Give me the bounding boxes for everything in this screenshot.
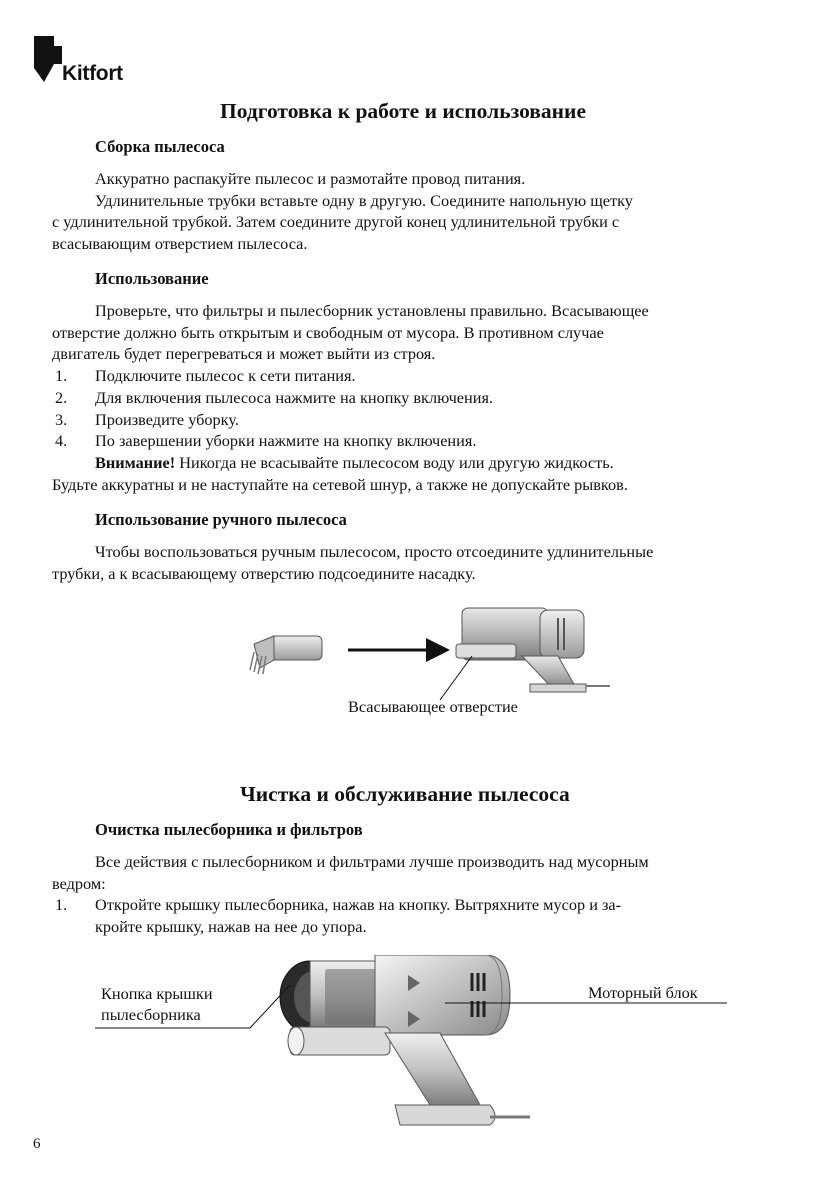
warning-text: Никогда не всасывайте пылесосом воду или другую жидкость. bbox=[175, 452, 614, 472]
text-line: Проверьте, что фильтры и пылесборник установлены правильно. Всасывающее bbox=[95, 301, 649, 320]
arrow-right-icon bbox=[348, 638, 450, 662]
list-text: Для включения пылесоса нажмите на кнопку включения. bbox=[95, 387, 494, 407]
label-line: пылесборника bbox=[101, 1005, 201, 1024]
list-number: 3. bbox=[55, 409, 68, 429]
heading-usage: Использование bbox=[95, 269, 209, 288]
list-item bbox=[52, 894, 649, 916]
list-text: Произведите уборку. bbox=[95, 409, 239, 429]
section-title-preparation: Подготовка к работе и использование bbox=[220, 99, 586, 123]
brand-logo bbox=[32, 34, 152, 90]
label-line: Кнопка крышки bbox=[101, 984, 213, 1003]
list-number: 1. bbox=[55, 366, 68, 386]
warning-label: Внимание! bbox=[95, 452, 176, 472]
warning-line bbox=[52, 452, 649, 474]
list-number: 2. bbox=[55, 387, 68, 407]
kitfort-k-shape-icon bbox=[32, 34, 62, 86]
figure-caption-suction-opening: Всасывающее отверстие bbox=[348, 697, 518, 716]
list-text: По завершении уборки нажмите на кнопку включения. bbox=[95, 431, 477, 451]
handheld-paragraph bbox=[52, 541, 653, 584]
list-item bbox=[52, 365, 649, 387]
text-line: Аккуратно распакуйте пылесос и размотайте провод питания. bbox=[95, 169, 526, 188]
list-item bbox=[52, 430, 649, 452]
page-number: 6 bbox=[33, 1136, 41, 1152]
heading-dust-container: Очистка пылесборника и фильтров bbox=[95, 820, 363, 839]
text-line: Все действия с пылесборником и фильтрами лучше производить над мусорным bbox=[95, 852, 649, 871]
label-motor-unit: Моторный блок bbox=[588, 983, 698, 1002]
list-text: Подключите пылесос к сети питания. bbox=[95, 366, 356, 386]
heading-assembly: Сборка пылесоса bbox=[95, 137, 225, 156]
cleaning-paragraph bbox=[52, 851, 649, 938]
list-item bbox=[52, 409, 649, 431]
text-line: Чтобы воспользоваться ручным пылесосом, просто отсоедините удлинительные bbox=[95, 542, 654, 561]
list-item bbox=[52, 387, 649, 409]
assembly-paragraph bbox=[52, 168, 633, 255]
text-line: кройте крышку, нажав на нее до упора. bbox=[95, 917, 367, 937]
text-line: Удлинительные трубки вставьте одну в другую. Соедините напольную щетку bbox=[95, 190, 633, 210]
text-line: ведром: bbox=[52, 873, 106, 893]
vacuum-body-icon bbox=[280, 955, 530, 1125]
text-line: трубки, а к всасывающему отверстию подсоедините насадку. bbox=[52, 563, 476, 583]
text-line: всасывающим отверстием пылесоса. bbox=[52, 234, 308, 254]
brush-nozzle-icon bbox=[250, 636, 322, 674]
label-lid-button bbox=[101, 983, 213, 1025]
heading-handheld: Использование ручного пылесоса bbox=[95, 510, 347, 529]
brand-name: Kitfort bbox=[62, 62, 123, 85]
section-title-cleaning: Чистка и обслуживание пылесоса bbox=[240, 782, 570, 806]
list-number: 4. bbox=[55, 431, 68, 451]
motor-unit-figure bbox=[90, 955, 740, 1130]
usage-paragraph bbox=[52, 300, 649, 495]
text-line: с удлинительной трубкой. Затем соедините другой конец удлинительной трубки с bbox=[52, 212, 620, 232]
handheld-vacuum-icon bbox=[456, 608, 610, 692]
list-number: 1. bbox=[55, 895, 68, 915]
handheld-vacuum-figure bbox=[240, 600, 620, 700]
text-line: двигатель будет перегреваться и может выйти из строя. bbox=[52, 344, 436, 364]
text-line: Будьте аккуратны и не наступайте на сетевой шнур, а также не допускайте рывков. bbox=[52, 474, 628, 494]
list-text: Откройте крышку пылесборника, нажав на кнопку. Вытряхните мусор и за- bbox=[95, 895, 622, 915]
text-line: отверстие должно быть открытым и свободным от мусора. В противном случае bbox=[52, 322, 604, 342]
